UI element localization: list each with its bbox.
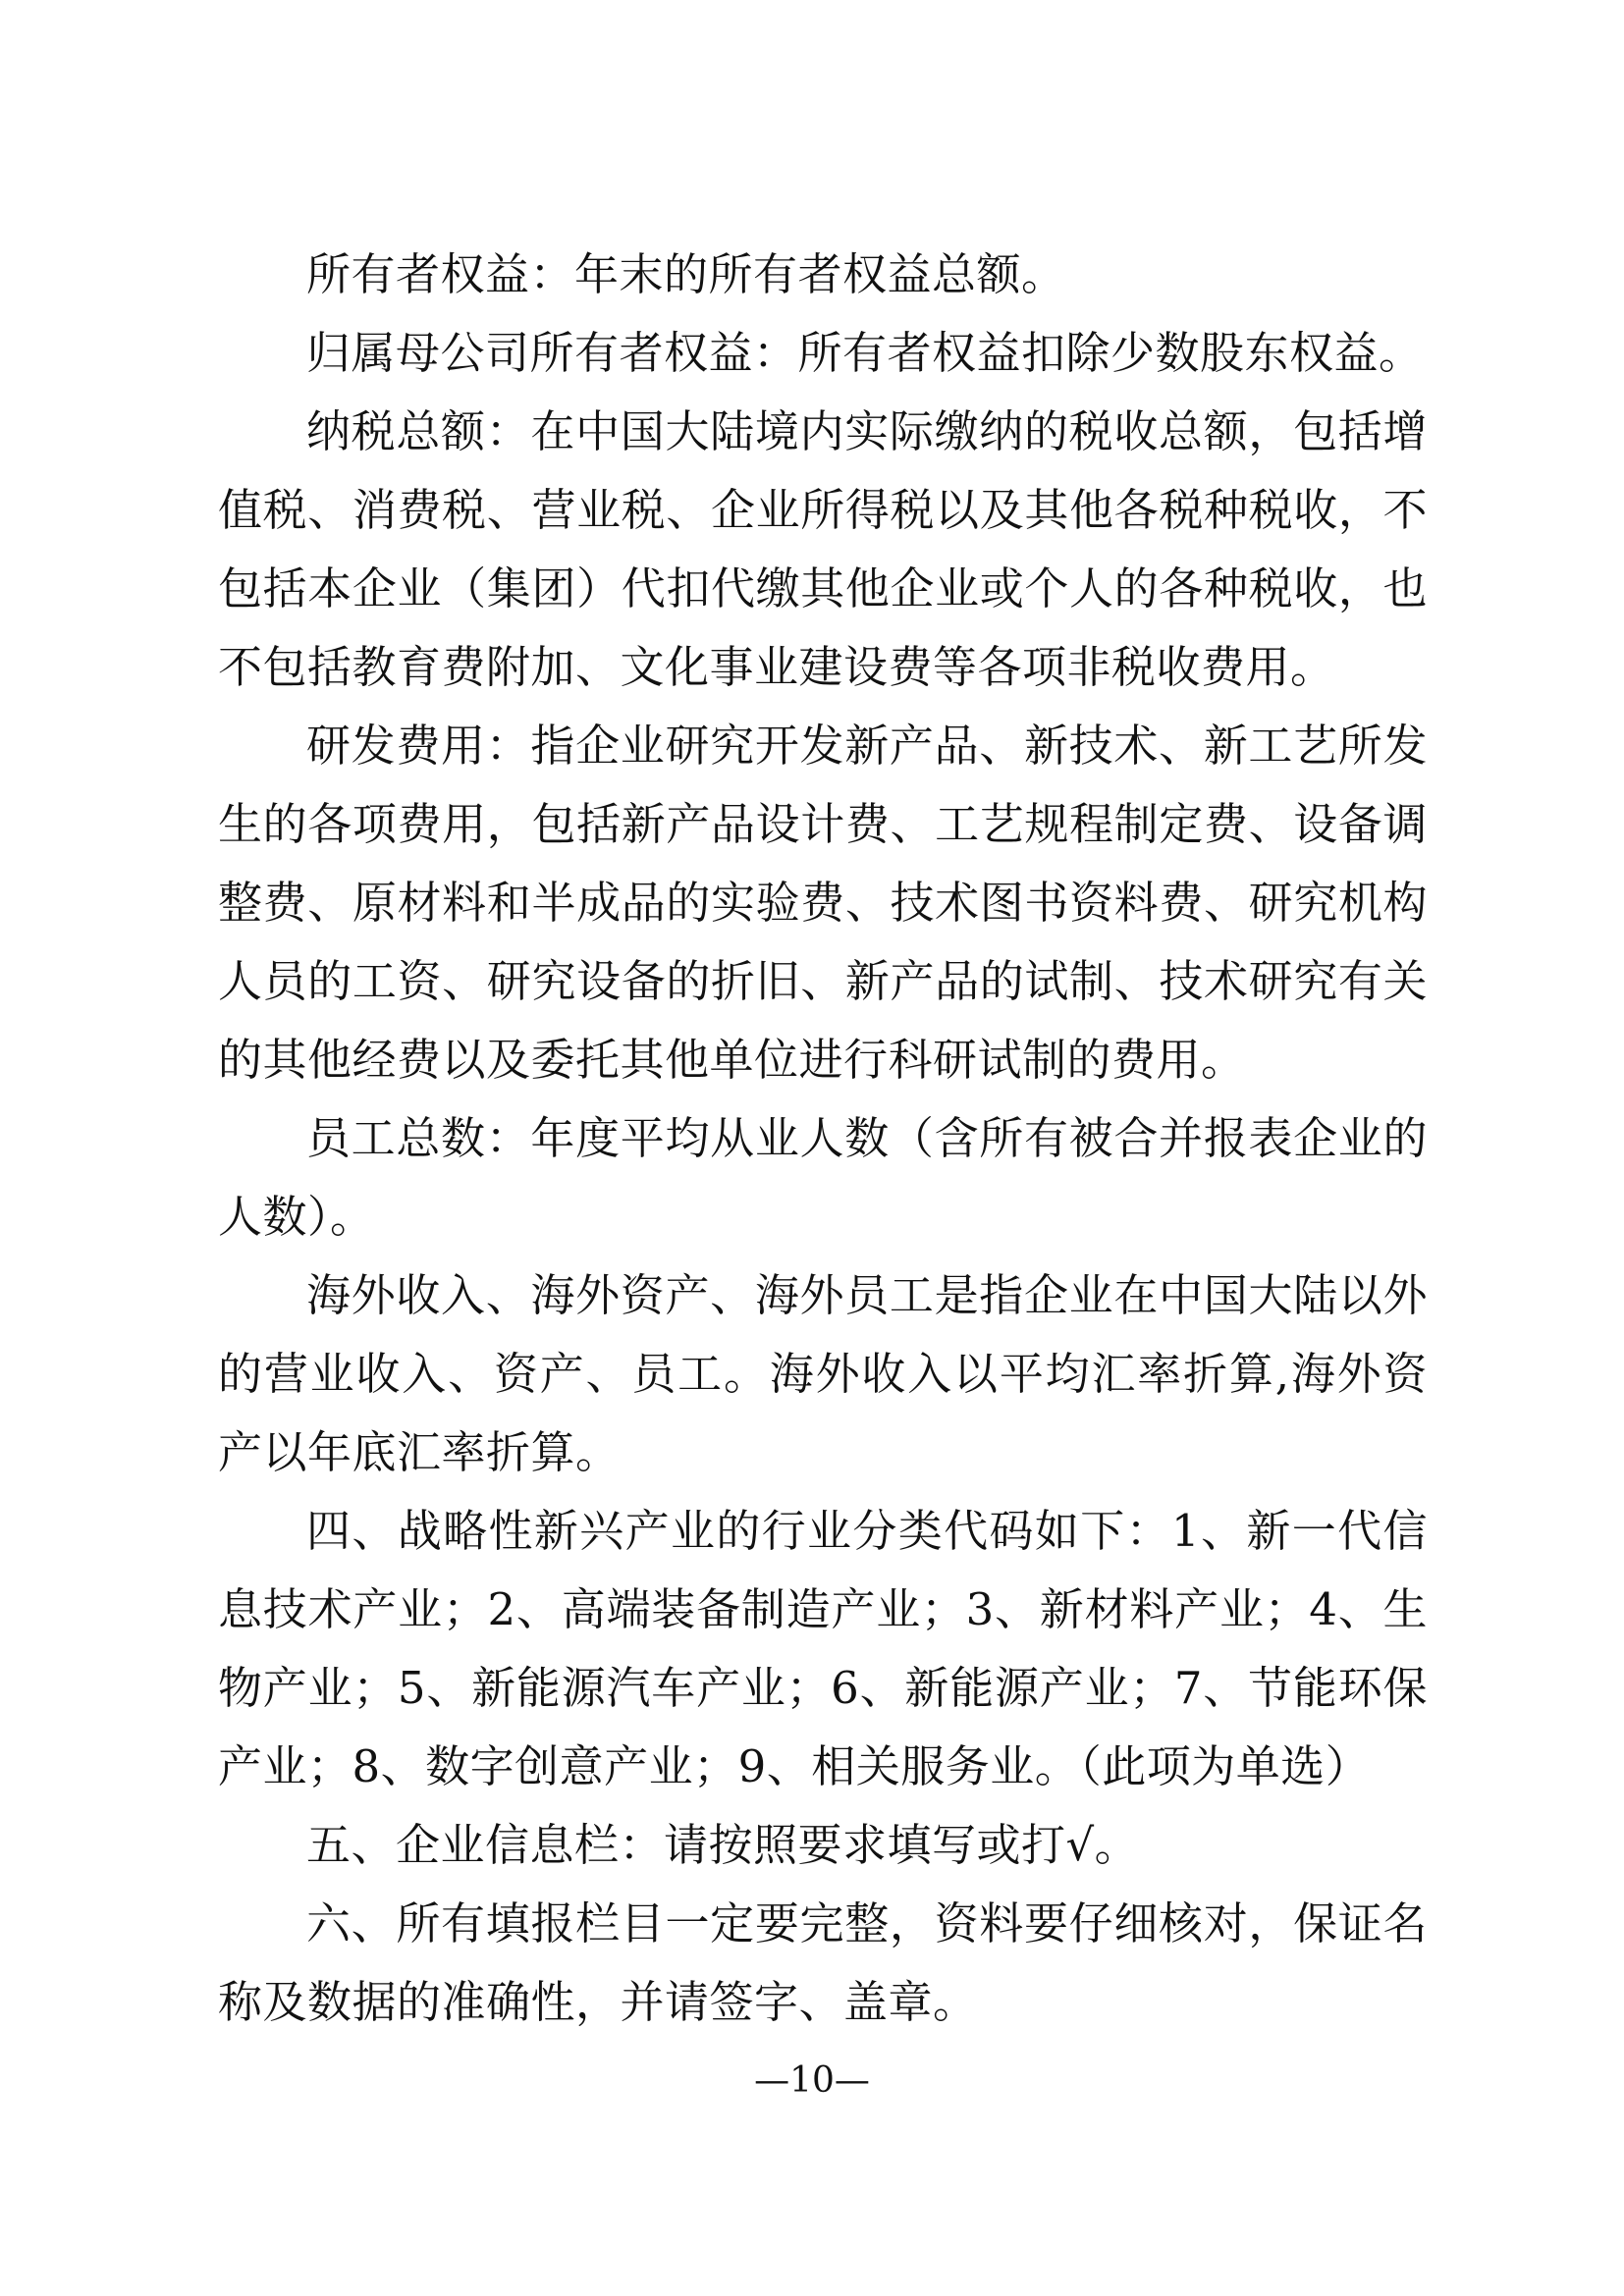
paragraph-total-employees: 员工总数：年度平均从业人数（含所有被合并报表企业的人数）。	[218, 1112, 1428, 1243]
paragraph-rd-expenses: 研发费用：指企业研究开发新产品、新技术、新工艺所发生的各项费用，包括新产品设计费、工艺规程制定费、设备调整费、原材料和半成品的实验费、技术图书资料费、研究机构人员的工资、研究设备的折旧、新产品的试制、技术研究有关的其他经费以及委托其他单位进行科研试制的费用。	[218, 720, 1428, 1086]
document-body	[218, 236, 1428, 2042]
paragraph-total-tax: 纳税总额：在中国大陆境内实际缴纳的税收总额，包括增值税、消费税、营业税、企业所得税以及其他各税种税收，不包括本企业（集团）代扣代缴其他企业或个人的各种税收，也不包括教育费附加、文化事业建设费等各项非税收费用。	[218, 405, 1428, 693]
paragraph-overseas-metrics: 海外收入、海外资产、海外员工是指企业在中国大陆以外的营业收入、资产、员工。海外收入以平均汇率折算,海外资产以年底汇率折算。	[218, 1269, 1428, 1478]
paragraph-parent-owners-equity: 归属母公司所有者权益：所有者权益扣除少数股东权益。	[306, 327, 1424, 379]
page-number: —10—	[754, 2060, 870, 2101]
paragraph-owners-equity: 所有者权益：年末的所有者权益总额。	[306, 248, 1066, 300]
paragraph-completeness-requirement: 六、所有填报栏目一定要完整，资料要仔细核对，保证名称及数据的准确性，并请签字、盖章。	[218, 1897, 1428, 2028]
paragraph-company-info-column: 五、企业信息栏：请按照要求填写或打√。	[306, 1819, 1140, 1871]
paragraph-strategic-industry-codes: 四、战略性新兴产业的行业分类代码如下：1、新一代信息技术产业；2、高端装备制造产业；3、新材料产业；4、生物产业；5、新能源汽车产业；6、新能源产业；7、节能环保产业；8、数字创意产业；9、相关服务业。（此项为单选）	[218, 1505, 1428, 1792]
